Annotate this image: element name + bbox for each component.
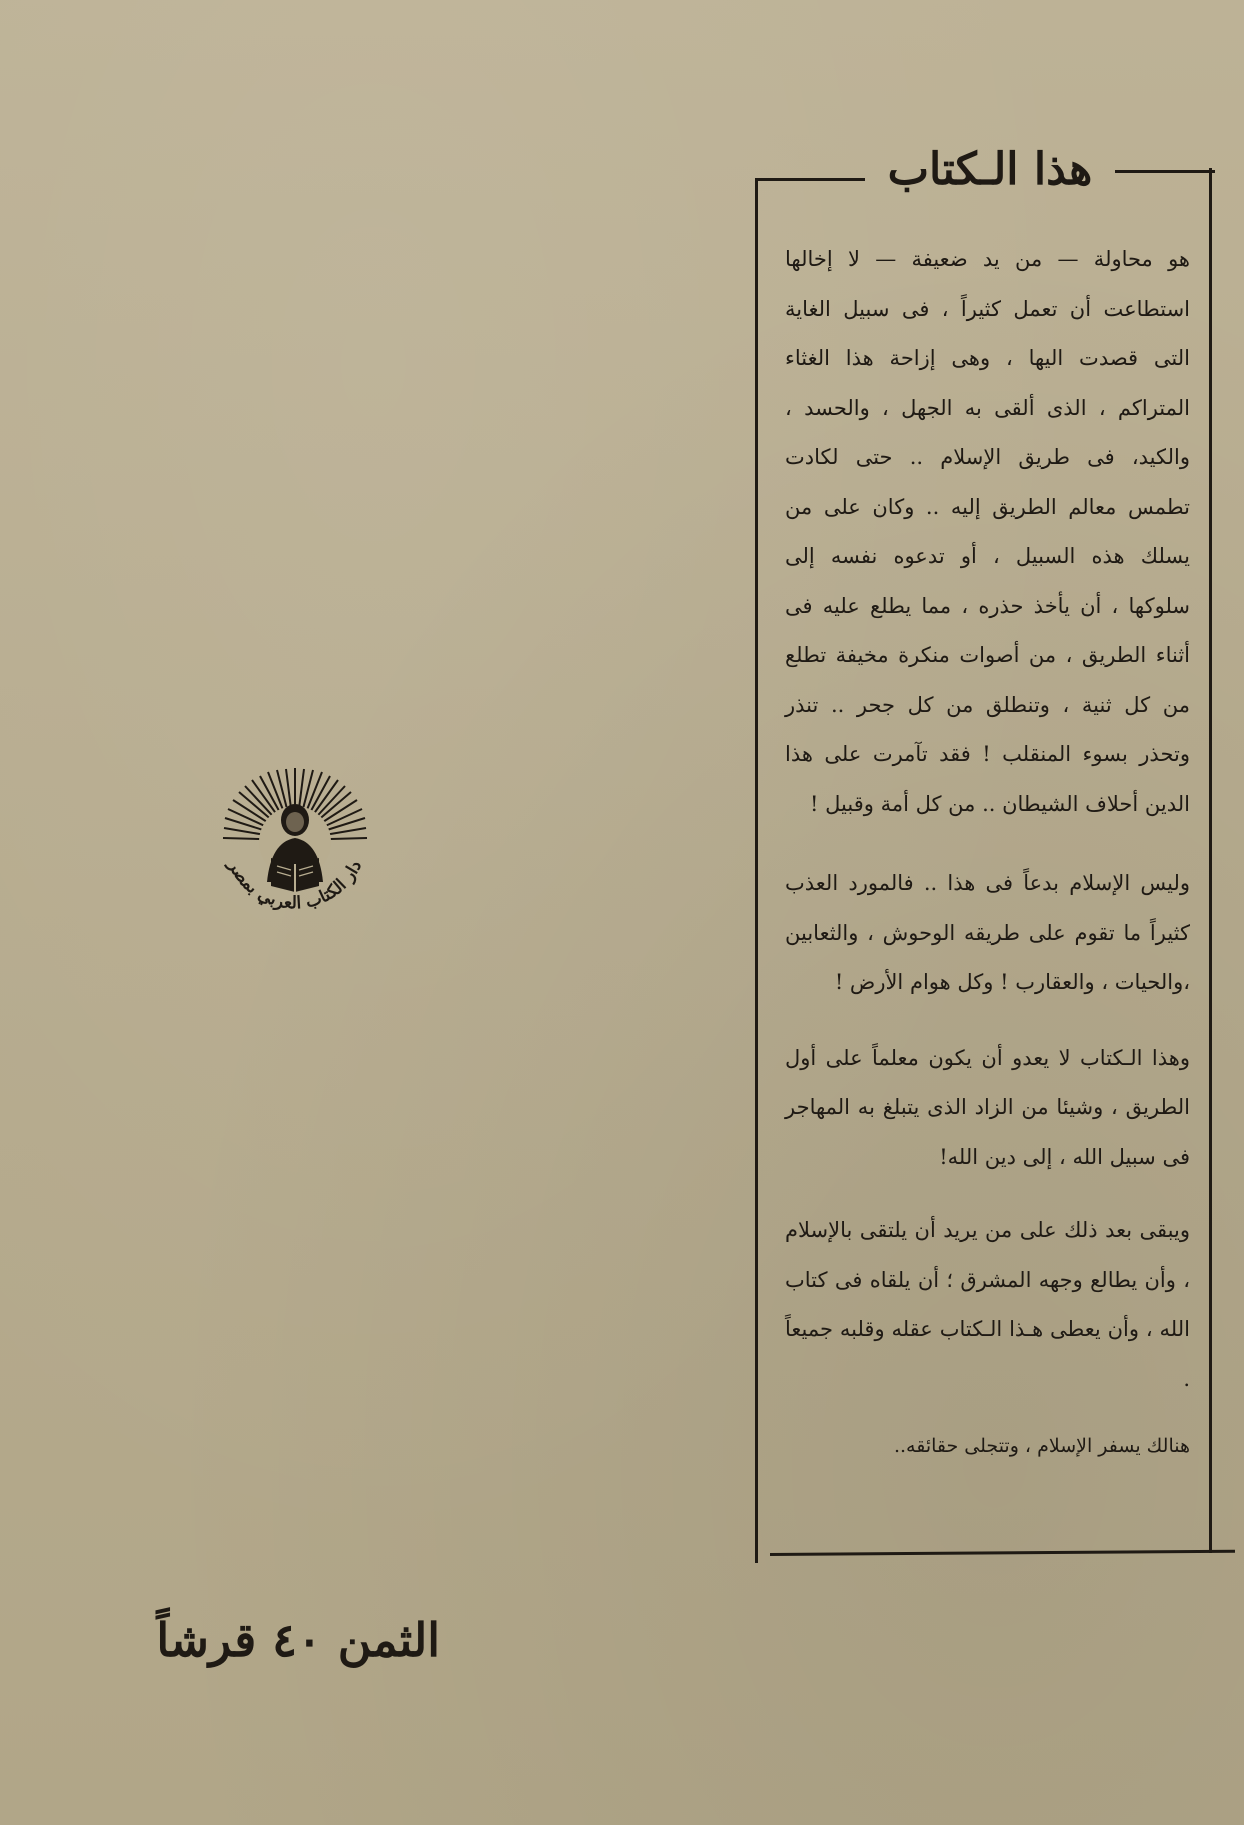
title-block [755,140,1215,200]
publisher-logo-icon [215,762,375,962]
blurb-paragraph: وليس الإسلام بدعاً فى هذا .. فالمورد العذب كثيراً ما تقوم على طريقه الوحوش ، والثعابين ،والحيات ، والعقارب ! وكل هوام الأرض ! [785,871,1190,994]
title-rule-right [1115,170,1215,173]
blurb-closing-line: هنالك يسفر الإسلام ، وتتجلى حقائقه.. [893,1435,1190,1457]
frame-bottom-rule [770,1550,1235,1556]
section-title: هذا الـكتاب [887,144,1093,195]
blurb-paragraph: هو محاولة — من يد ضعيفة — لا إخالها استطاعت أن تعمل كثيراً ، فى سبيل الغاية التى قصدت اليها ، وهى إزاحة هذا الغثاء المتراكم ، الذى ألقى به الجهل ، والحسد ، والكيد، فى طريق الإسلام .. حتى لكادت تطمس معالم الطريق إليه .. وكان على من يسلك هذه السبيل ، أو تدعوه نفسه إلى سلوكها ، أن يأخذ حذره ، مما يطلع عليه فى أثناء الطريق ، من أصوات منكرة مخيفة تطلع من كل ثنية ، وتنطلق من كل جحر .. تنذر وتحذر بسوء المنقلب ! فقد تآمرت على هذا الدين أحلاف الشيطان .. من كل أمة وقبيل ! [785,247,1190,816]
frame-left-rule [755,178,758,1563]
title-rule-left [755,178,865,181]
blurb-text [785,235,1190,1472]
frame-right-rule [1209,168,1212,1553]
publisher-name: دار الكتاب العربي بمصر [223,857,367,914]
publisher-emblem [215,762,375,962]
price-label: الثمن ٤٠ قرشاً [156,1613,440,1667]
blurb-paragraph: وهذا الـكتاب لا يعدو أن يكون معلماً على أول الطريق ، وشيئا من الزاد الذى يتبلغ به المهاجر فى سبيل الله ، إلى دين الله! [785,1045,1190,1169]
blurb-paragraph: ويبقى بعد ذلك على من يريد أن يلتقى بالإسلام ، وأن يطالع وجهه المشرق ؛ أن يلقاه فى كتاب الله ، وأن يعطى هـذا الـكتاب عقله وقلبه جميعاً . [785,1218,1190,1391]
